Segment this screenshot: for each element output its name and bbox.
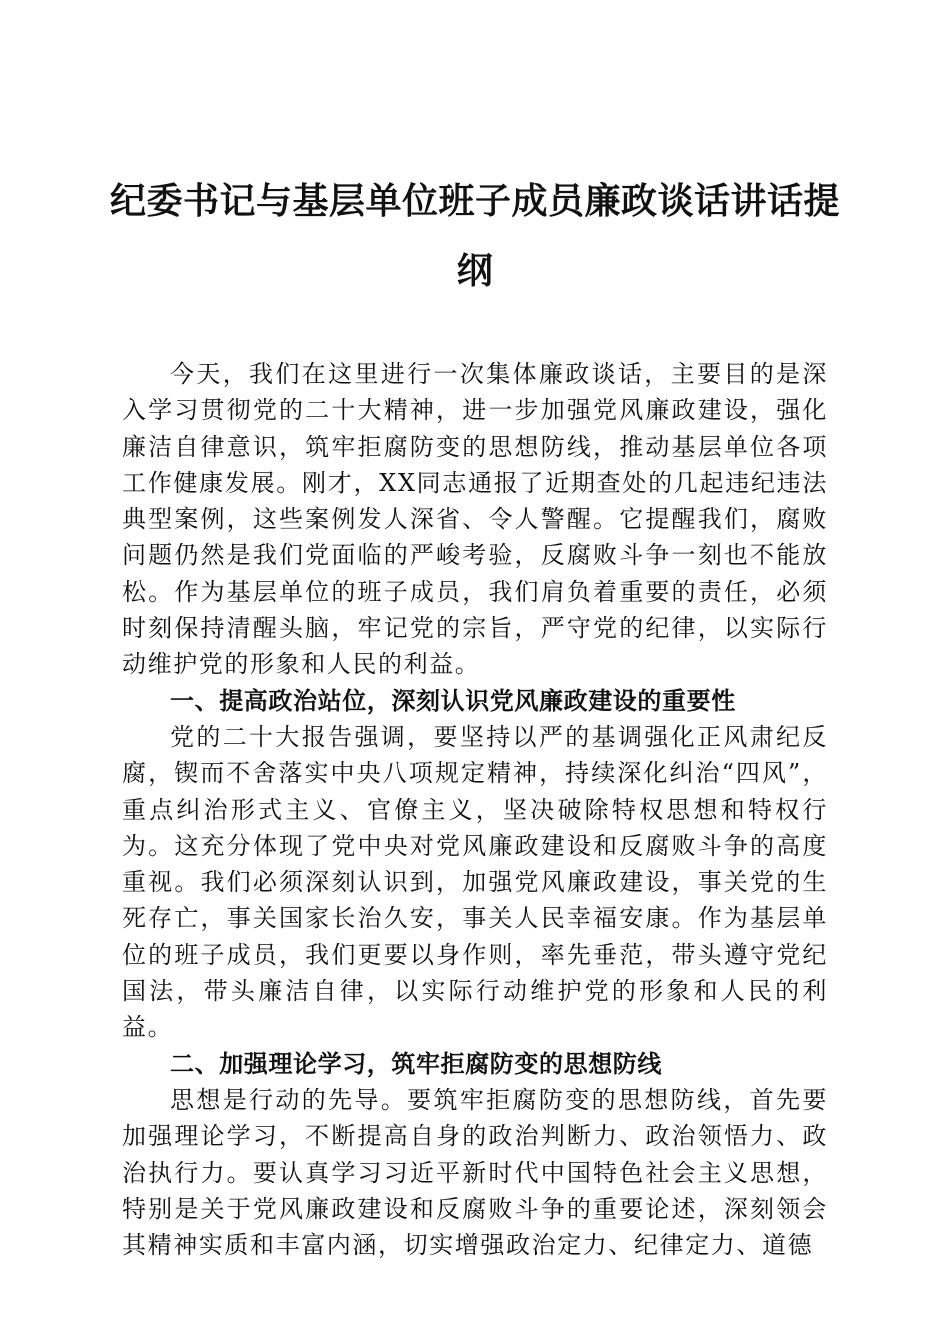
section-heading-2: 二、加强理论学习，筑牢拒腐防变的思想防线: [170, 1049, 662, 1078]
document-body: [122, 356, 828, 1263]
section-1-paragraph: 党的二十大报告强调，要坚持以严的基调强化正风肃纪反腐，锲而不舍落实中央八项规定精神，持续深化纠治“四风”，重点纠治形式主义、官僚主义，坚决破除特权思想和特权行为。这充分体现了党中央对党风廉政建设和反腐败斗争的高度重视。我们必须深刻认识到，加强党风廉政建设，事关党的生死存亡，事关国家长治久安，事关人民幸福安康。作为基层单位的班子成员，我们更要以身作则，率先垂范，带头遵守党纪国法，带头廉洁自律，以实际行动维护党的形象和人民的利益。: [122, 722, 828, 1042]
section-heading-1: 一、提高政治站位，深刻认识党风廉政建设的重要性: [170, 686, 736, 715]
section-2-paragraph: 思想是行动的先导。要筑牢拒腐防变的思想防线，首先要加强理论学习，不断提高自身的政治判断力、政治领悟力、政治执行力。要认真学习习近平新时代中国特色社会主义思想，特别是关于党风廉政建设和反腐败斗争的重要论述，深刻领会其精神实质和丰富内涵，切实增强政治定力、纪律定力、道德: [122, 1085, 828, 1260]
document-title: 纪委书记与基层单位班子成员廉政谈话讲话提纲: [110, 180, 841, 292]
intro-paragraph: 今天，我们在这里进行一次集体廉政谈话，主要目的是深入学习贯彻党的二十大精神，进一步加强党风廉政建设，强化廉洁自律意识，筑牢拒腐防变的思想防线，推动基层单位各项工作健康发展。刚才，XX同志通报了近期查处的几起违纪违法典型案例，这些案例发人深省、令人警醒。它提醒我们，腐败问题仍然是我们党面临的严峻考验，反腐败斗争一刻也不能放松。作为基层单位的班子成员，我们肩负着重要的责任，必须时刻保持清醒头脑，牢记党的宗旨，严守党的纪律，以实际行动维护党的形象和人民的利益。: [122, 360, 828, 679]
